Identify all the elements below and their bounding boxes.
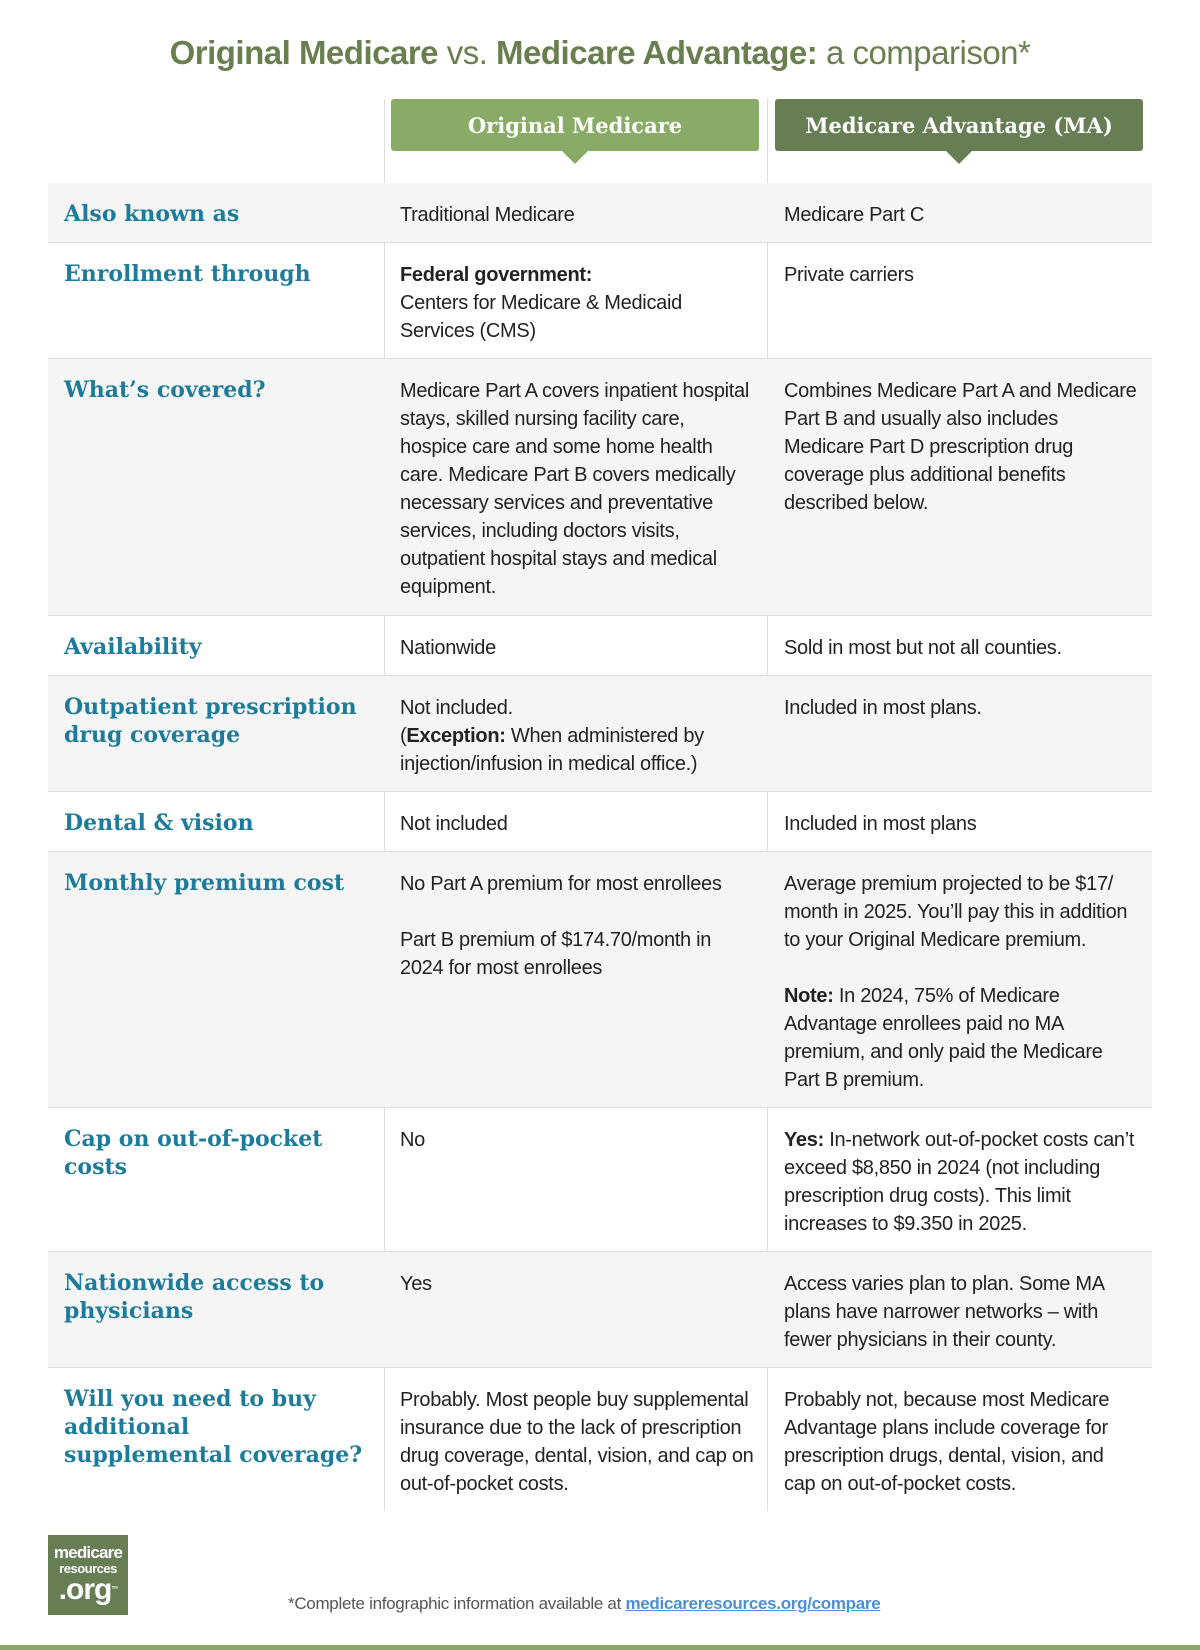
header-medicare-advantage: [775, 99, 1143, 151]
table-row: [48, 1252, 1152, 1368]
bold-prefix: Note:: [784, 985, 834, 1007]
advantage-cell: Sold in most but not all counties.: [784, 637, 1062, 659]
advantage-cell: Included in most plans: [784, 813, 977, 835]
table-row: [48, 792, 1152, 852]
row-label: What’s covered?: [64, 377, 266, 403]
row-label: Will you need to buy additional supplemental coverage?: [64, 1386, 363, 1468]
cell-text: When administered by injection/infusion in medical office.): [400, 725, 704, 775]
medicareresources-logo[interactable]: [48, 1535, 128, 1615]
row-label: Enrollment through: [64, 261, 311, 287]
original-cell: Nationwide: [400, 637, 496, 659]
table-row: [48, 183, 1152, 243]
advantage-cell: Probably not, because most Medicare Advantage plans include coverage for prescription drugs, dental, vision, and cap on out-of-pocket costs.: [784, 1389, 1110, 1495]
footer-link[interactable]: medicareresources.org/compare: [625, 1594, 881, 1613]
header-original-medicare: [391, 99, 759, 151]
row-label: Cap on out-of-pocket costs: [64, 1126, 323, 1180]
paren-open: (: [400, 725, 407, 747]
original-cell: Traditional Medicare: [400, 204, 575, 226]
original-cell: [400, 243, 755, 345]
bold-prefix: Federal government:: [400, 264, 593, 286]
logo-line-2: resources: [59, 1561, 117, 1576]
advantage-cell: Medicare Part C: [784, 204, 924, 226]
advantage-cell: Private carriers: [784, 264, 914, 286]
advantage-cell: Included in most plans.: [784, 697, 982, 719]
header-pointer: [945, 150, 973, 164]
row-label: Dental & vision: [64, 810, 254, 836]
comparison-table: [48, 183, 1152, 1513]
row-label: Monthly premium cost: [64, 870, 345, 896]
row-label: Availability: [64, 634, 202, 660]
table-row: [48, 359, 1152, 616]
page-title: [0, 34, 1200, 72]
advantage-cell: Combines Medicare Part A and Medicare Part B and usually also includes Medicare Part D prescription drug coverage plus additional benefits described below.: [784, 380, 1137, 514]
footer-text: *Complete infographic information available at: [288, 1594, 622, 1613]
cell-text: Part B premium of $174.70/month in 2024 for most enrollees: [400, 929, 712, 979]
table-row: [48, 1108, 1152, 1252]
advantage-cell: Access varies plan to plan. Some MA plans have narrower networks – with fewer physicians in their county.: [784, 1273, 1104, 1351]
original-cell: Yes: [400, 1273, 432, 1295]
cell-text: Average premium projected to be $17/ month in 2025. You’ll pay this in addition to your Original Medicare premium.: [784, 873, 1128, 951]
table-row: [48, 616, 1152, 676]
original-cell: [400, 852, 755, 982]
title-subtitle: a comparison*: [825, 34, 1031, 71]
logo-line-3: [48, 1575, 128, 1605]
title-advantage: Medicare Advantage:: [496, 34, 818, 71]
bottom-bar: [0, 1645, 1200, 1650]
table-row: [48, 676, 1152, 792]
original-cell: Medicare Part A covers inpatient hospital stays, skilled nursing facility care, hospice care and some home health care. Medicare Part B covers medically necessary services and preventative services, including doctors visits, outpatient hospital stays and medical equipment.: [400, 380, 750, 598]
cell-text: In-network out-of-pocket costs can’t exceed $8,850 in 2024 (not including prescription drug costs). This limit increases to $9.350 in 2025.: [784, 1129, 1135, 1235]
advantage-cell: [784, 852, 1139, 1094]
row-label: Also known as: [64, 201, 240, 227]
header-pointer: [561, 150, 589, 164]
logo-line-1: medicare: [53, 1543, 123, 1562]
table-row: [48, 852, 1152, 1108]
cell-text: Not included.: [400, 697, 513, 719]
title-original: Original Medicare: [169, 34, 439, 71]
original-cell: Not included: [400, 813, 508, 835]
original-cell: [400, 676, 755, 778]
title-vs: vs.: [446, 34, 488, 71]
bold-prefix: Yes:: [784, 1129, 824, 1151]
original-cell: Probably. Most people buy supplemental insurance due to the lack of prescription drug coverage, dental, vision, and cap on out-of-pocket costs.: [400, 1389, 754, 1495]
table-row: [48, 1368, 1152, 1513]
header-advantage-label: Medicare Advantage (MA): [805, 112, 1113, 138]
logo-tm: ™: [111, 1586, 118, 1593]
cell-text: No Part A premium for most enrollees: [400, 873, 722, 895]
original-cell: No: [400, 1129, 425, 1151]
footer-note: [288, 1594, 880, 1614]
header-original-label: Original Medicare: [467, 112, 683, 138]
cell-text: In 2024, 75% of Medicare Advantage enrollees paid no MA premium, and only paid the Medicare Part B premium.: [784, 985, 1103, 1091]
cell-text: Centers for Medicare & Medicaid Services (CMS): [400, 292, 682, 342]
bold-prefix: Exception:: [406, 725, 506, 747]
table-row: [48, 243, 1152, 359]
row-label: Nationwide access to physicians: [64, 1270, 325, 1324]
advantage-cell: [784, 1108, 1139, 1238]
row-label: Outpatient prescription drug coverage: [64, 694, 357, 748]
logo-org: .org: [58, 1573, 112, 1606]
